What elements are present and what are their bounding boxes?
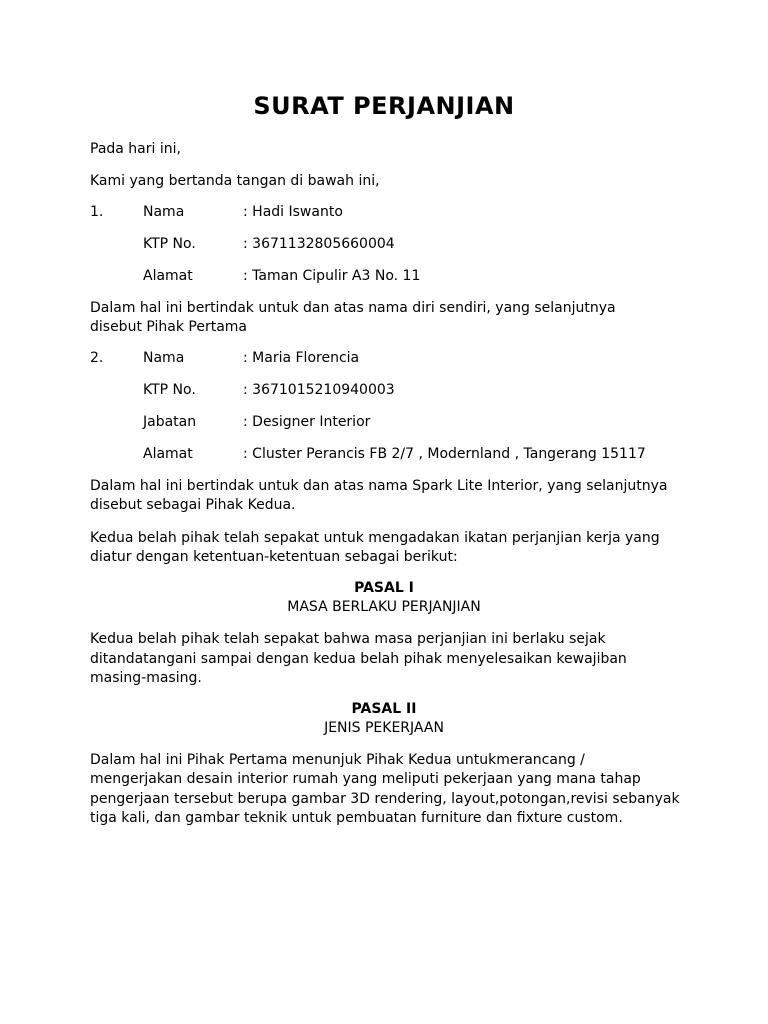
pasal2-line-3: pengerjaan tersebut berupa gambar 3D rendering, layout,potongan,revisi sebanyak [90, 791, 680, 807]
party1-address-label: Alamat [143, 268, 193, 284]
intro-line-1: Pada hari ini, [90, 141, 181, 157]
party1-name-value: : Hadi Iswanto [243, 204, 343, 220]
agreement-line-2: diatur dengan ketentuan-ketentuan sebagai berikut: [90, 549, 458, 565]
party2-name-value: : Maria Florencia [243, 350, 360, 366]
intro-line-2: Kami yang bertanda tangan di bawah ini, [90, 173, 380, 189]
party1-ktp-value: : 3671132805660004 [243, 236, 395, 252]
party2-ktp-label: KTP No. [143, 382, 196, 398]
party2-statement-line-2: disebut sebagai Pihak Kedua. [90, 497, 296, 513]
party2-number: 2. [90, 350, 104, 366]
party1-statement-line-2: disebut Pihak Pertama [90, 319, 248, 335]
party2-address-label: Alamat [143, 446, 193, 462]
agreement-line-1: Kedua belah pihak telah sepakat untuk mengadakan ikatan perjanjian kerja yang [90, 530, 660, 546]
document-title: SURAT PERJANJIAN [253, 92, 515, 120]
pasal2-subheading: JENIS PEKERJAAN [324, 720, 444, 736]
party2-position-label: Jabatan [143, 414, 197, 430]
party1-number: 1. [90, 204, 104, 220]
party1-statement-line-1: Dalam hal ini bertindak untuk dan atas nama diri sendiri, yang selanjutnya [90, 300, 616, 316]
pasal2-line-1: Dalam hal ini Pihak Pertama menunjuk Pihak Kedua untukmerancang / [90, 752, 585, 768]
party2-statement-line-1: Dalam hal ini bertindak untuk dan atas nama Spark Lite Interior, yang selanjutnya [90, 478, 668, 494]
pasal2-heading: PASAL II [351, 701, 417, 717]
pasal2-line-4: tiga kali, dan gambar teknik untuk pembuatan furniture dan fixture custom. [90, 810, 623, 826]
party2-ktp-value: : 3671015210940003 [243, 382, 395, 398]
party1-name-label: Nama [143, 204, 185, 220]
pasal1-heading: PASAL I [354, 580, 414, 596]
party2-address-value: : Cluster Perancis FB 2/7 , Modernland , Tangerang 15117 [243, 446, 646, 462]
pasal2-line-2: mengerjakan desain interior rumah yang meliputi pekerjaan yang mana tahap [90, 771, 641, 787]
pasal1-line-1: Kedua belah pihak telah sepakat bahwa masa perjanjian ini berlaku sejak [90, 631, 606, 647]
pasal1-line-2: ditandatangani sampai dengan kedua belah pihak menyelesaikan kewajiban [90, 651, 627, 667]
party2-name-label: Nama [143, 350, 185, 366]
party1-address-value: : Taman Cipulir A3 No. 11 [243, 268, 421, 284]
pasal1-line-3: masing-masing. [90, 670, 202, 686]
party2-position-value: : Designer Interior [243, 414, 371, 430]
pasal1-subheading: MASA BERLAKU PERJANJIAN [287, 599, 481, 615]
party1-ktp-label: KTP No. [143, 236, 196, 252]
